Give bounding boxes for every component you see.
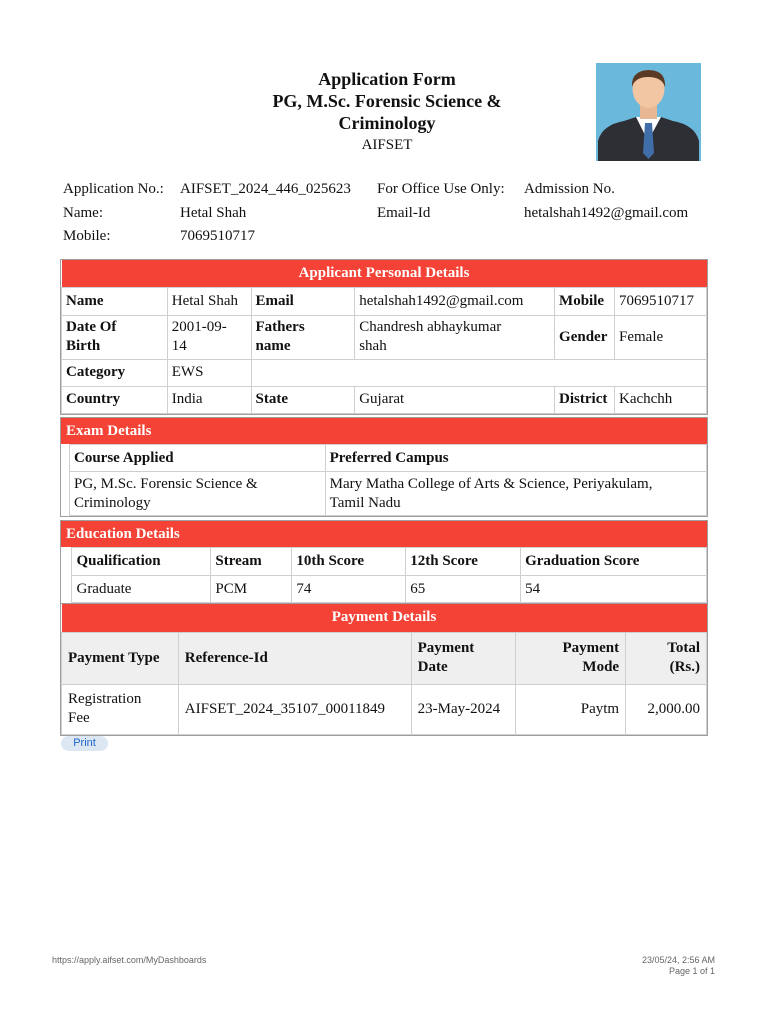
- name-label: Name: [62, 287, 168, 315]
- country-label: Country: [62, 386, 168, 413]
- table-row: [62, 632, 707, 684]
- email-value: hetalshah1492@gmail.com: [355, 287, 555, 315]
- preferred-campus-header: Preferred Campus: [325, 445, 706, 472]
- twelfth-score-value: 65: [406, 576, 521, 603]
- reference-id-header: Reference-Id: [178, 632, 411, 684]
- payment-type-value: Registration Fee: [62, 684, 179, 734]
- father-name-value: Chandresh abhaykumar shah: [355, 315, 555, 359]
- form-title-line2: PG, M.Sc. Forensic Science &: [272, 91, 502, 111]
- print-button[interactable]: Print: [61, 736, 108, 751]
- reference-id-value: AIFSET_2024_35107_00011849: [178, 684, 411, 734]
- table-row: [61, 576, 707, 603]
- table-row: [62, 315, 707, 359]
- name-value: Hetal Shah: [180, 205, 247, 221]
- district-value: Kachchh: [615, 386, 707, 413]
- form-subtitle: AIFSET: [361, 137, 413, 153]
- graduation-score-value: 54: [521, 576, 707, 603]
- education-details-section: [60, 520, 708, 604]
- form-header: [200, 68, 574, 155]
- footer-datetime: 23/05/24, 2:56 AM: [641, 955, 715, 965]
- payment-mode-header: Payment Mode: [516, 632, 626, 684]
- email-label: Email-Id: [377, 205, 431, 221]
- email-label: Email: [251, 287, 355, 315]
- app-no-label: Application No.:: [63, 181, 164, 197]
- table-row: [61, 548, 707, 576]
- payment-details-section: [60, 603, 708, 736]
- table-row: [61, 472, 707, 516]
- exam-details-table: [61, 444, 707, 516]
- payment-date-value: 23-May-2024: [411, 684, 516, 734]
- payment-details-heading: Payment Details: [62, 604, 707, 632]
- dob-label: Date Of Birth: [62, 315, 168, 359]
- payment-type-header: Payment Type: [62, 632, 179, 684]
- education-details-table: [61, 547, 707, 603]
- state-label: State: [251, 386, 355, 413]
- twelfth-score-header: 12th Score: [406, 548, 521, 576]
- state-value: Gujarat: [355, 386, 555, 413]
- applicant-photo: [596, 63, 701, 161]
- app-no-value: AIFSET_2024_446_025623: [180, 181, 351, 197]
- district-label: District: [555, 386, 615, 413]
- table-row: [62, 359, 707, 386]
- office-use-label: For Office Use Only:: [377, 181, 505, 197]
- footer-url: https://apply.aifset.com/MyDashboards: [52, 955, 207, 965]
- preferred-campus-value: Mary Matha College of Arts & Science, Periyakulam, Tamil Nadu: [325, 472, 706, 516]
- category-label: Category: [62, 359, 168, 386]
- form-title: Application Form: [318, 69, 456, 89]
- name-value: Hetal Shah: [167, 287, 251, 315]
- father-name-label: Fathers name: [251, 315, 355, 359]
- gender-value: Female: [615, 315, 707, 359]
- education-details-heading: Education Details: [61, 521, 707, 547]
- email-value: hetalshah1492@gmail.com: [524, 205, 689, 221]
- total-value: 2,000.00: [626, 684, 707, 734]
- personal-details-section: [60, 259, 708, 415]
- payment-details-table: [61, 604, 707, 735]
- category-value: EWS: [167, 359, 251, 386]
- country-value: India: [167, 386, 251, 413]
- exam-details-section: [60, 417, 708, 517]
- course-applied-header: Course Applied: [70, 445, 326, 472]
- table-row: [62, 287, 707, 315]
- course-applied-value: PG, M.Sc. Forensic Science & Criminology: [70, 472, 326, 516]
- admission-no-label: Admission No.: [524, 181, 615, 197]
- qualification-header: Qualification: [72, 548, 211, 576]
- stream-value: PCM: [211, 576, 292, 603]
- personal-details-heading: Applicant Personal Details: [62, 260, 707, 287]
- total-header: Total (Rs.): [626, 632, 707, 684]
- table-row: [62, 684, 707, 734]
- stream-header: Stream: [211, 548, 292, 576]
- dob-value: 2001-09- 14: [167, 315, 251, 359]
- mobile-value: 7069510717: [615, 287, 707, 315]
- name-label: Name:: [63, 205, 103, 221]
- empty-cell: [251, 359, 707, 386]
- mobile-value: 7069510717: [180, 228, 255, 244]
- avatar-icon: [596, 63, 701, 161]
- mobile-label: Mobile: [555, 287, 615, 315]
- personal-details-table: [61, 260, 707, 414]
- mobile-label: Mobile:: [63, 228, 111, 244]
- payment-date-header: Payment Date: [411, 632, 516, 684]
- table-row: [61, 445, 707, 472]
- table-row: [62, 386, 707, 413]
- qualification-value: Graduate: [72, 576, 211, 603]
- payment-mode-value: Paytm: [516, 684, 626, 734]
- tenth-score-header: 10th Score: [292, 548, 406, 576]
- footer-page-number: Page 1 of 1: [668, 966, 715, 976]
- graduation-score-header: Graduation Score: [521, 548, 707, 576]
- exam-details-heading: Exam Details: [61, 418, 707, 444]
- tenth-score-value: 74: [292, 576, 406, 603]
- gender-label: Gender: [555, 315, 615, 359]
- form-title-line3: Criminology: [338, 113, 436, 133]
